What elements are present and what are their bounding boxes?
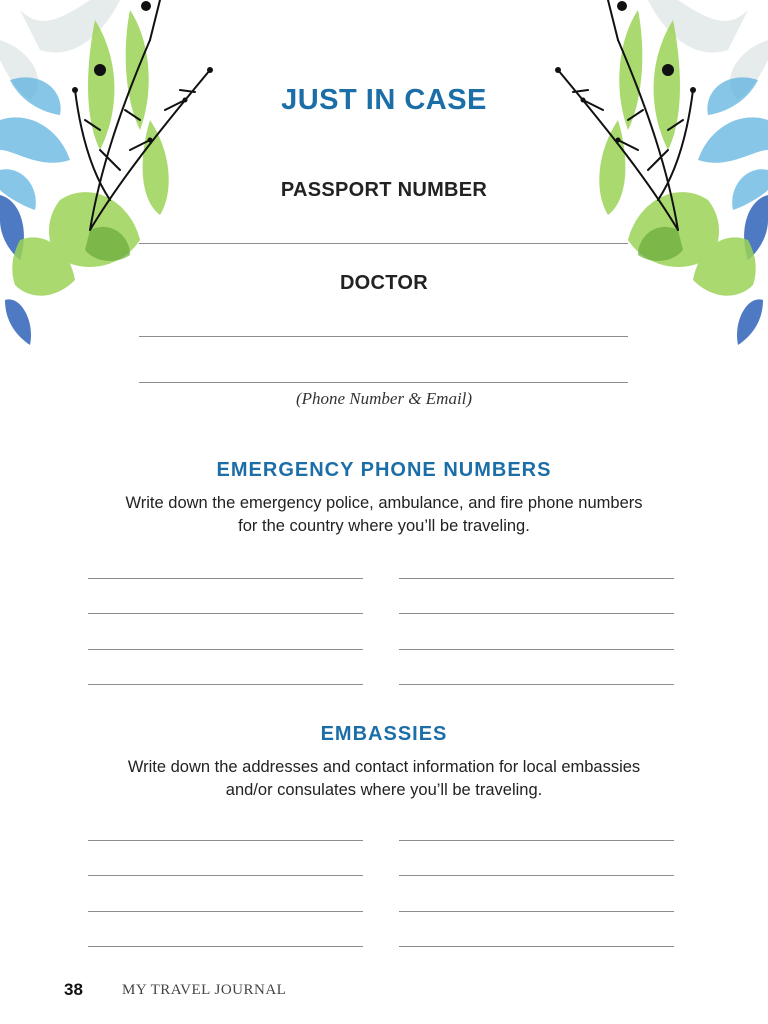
- emergency-line-left-4[interactable]: [88, 684, 363, 685]
- emergency-instructions-line-1: Write down the emergency police, ambulance, and fire phone numbers: [125, 494, 643, 512]
- embassies-line-left-3[interactable]: [88, 911, 363, 912]
- doctor-line-1[interactable]: [139, 336, 628, 337]
- emergency-instructions: [80, 492, 688, 538]
- embassies-instructions: [80, 756, 688, 802]
- embassies-instructions-line-2: and/or consulates where you’ll be traveling.: [225, 781, 543, 799]
- emergency-line-left-1[interactable]: [88, 578, 363, 579]
- emergency-line-left-3[interactable]: [88, 649, 363, 650]
- passport-number-label: PASSPORT NUMBER: [280, 179, 488, 201]
- floral-illustration-left: [0, 0, 230, 350]
- embassies-line-left-1[interactable]: [88, 840, 363, 841]
- emergency-line-right-1[interactable]: [399, 578, 674, 579]
- doctor-label: DOCTOR: [339, 272, 429, 294]
- doctor-line-2[interactable]: [139, 382, 628, 383]
- embassies-instructions-line-1: Write down the addresses and contact information for local embassies: [127, 758, 641, 776]
- floral-illustration-right: [538, 0, 768, 350]
- page-number: 38: [64, 980, 83, 999]
- running-title: MY TRAVEL JOURNAL: [122, 982, 287, 998]
- emergency-instructions-line-2: for the country where you’ll be traveling.: [238, 517, 530, 535]
- embassies-line-right-1[interactable]: [399, 840, 674, 841]
- embassies-line-left-2[interactable]: [88, 875, 363, 876]
- emergency-line-left-2[interactable]: [88, 613, 363, 614]
- embassies-line-left-4[interactable]: [88, 946, 363, 947]
- embassies-line-right-3[interactable]: [399, 911, 674, 912]
- doctor-contact-note: (Phone Number & Email): [295, 389, 473, 408]
- emergency-line-right-3[interactable]: [399, 649, 674, 650]
- passport-number-line[interactable]: [139, 243, 628, 244]
- page-title: JUST IN CASE: [281, 84, 487, 116]
- embassies-line-right-4[interactable]: [399, 946, 674, 947]
- emergency-line-right-4[interactable]: [399, 684, 674, 685]
- emergency-line-right-2[interactable]: [399, 613, 674, 614]
- emergency-heading: EMERGENCY PHONE NUMBERS: [216, 459, 552, 481]
- embassies-line-right-2[interactable]: [399, 875, 674, 876]
- embassies-heading: EMBASSIES: [320, 723, 448, 745]
